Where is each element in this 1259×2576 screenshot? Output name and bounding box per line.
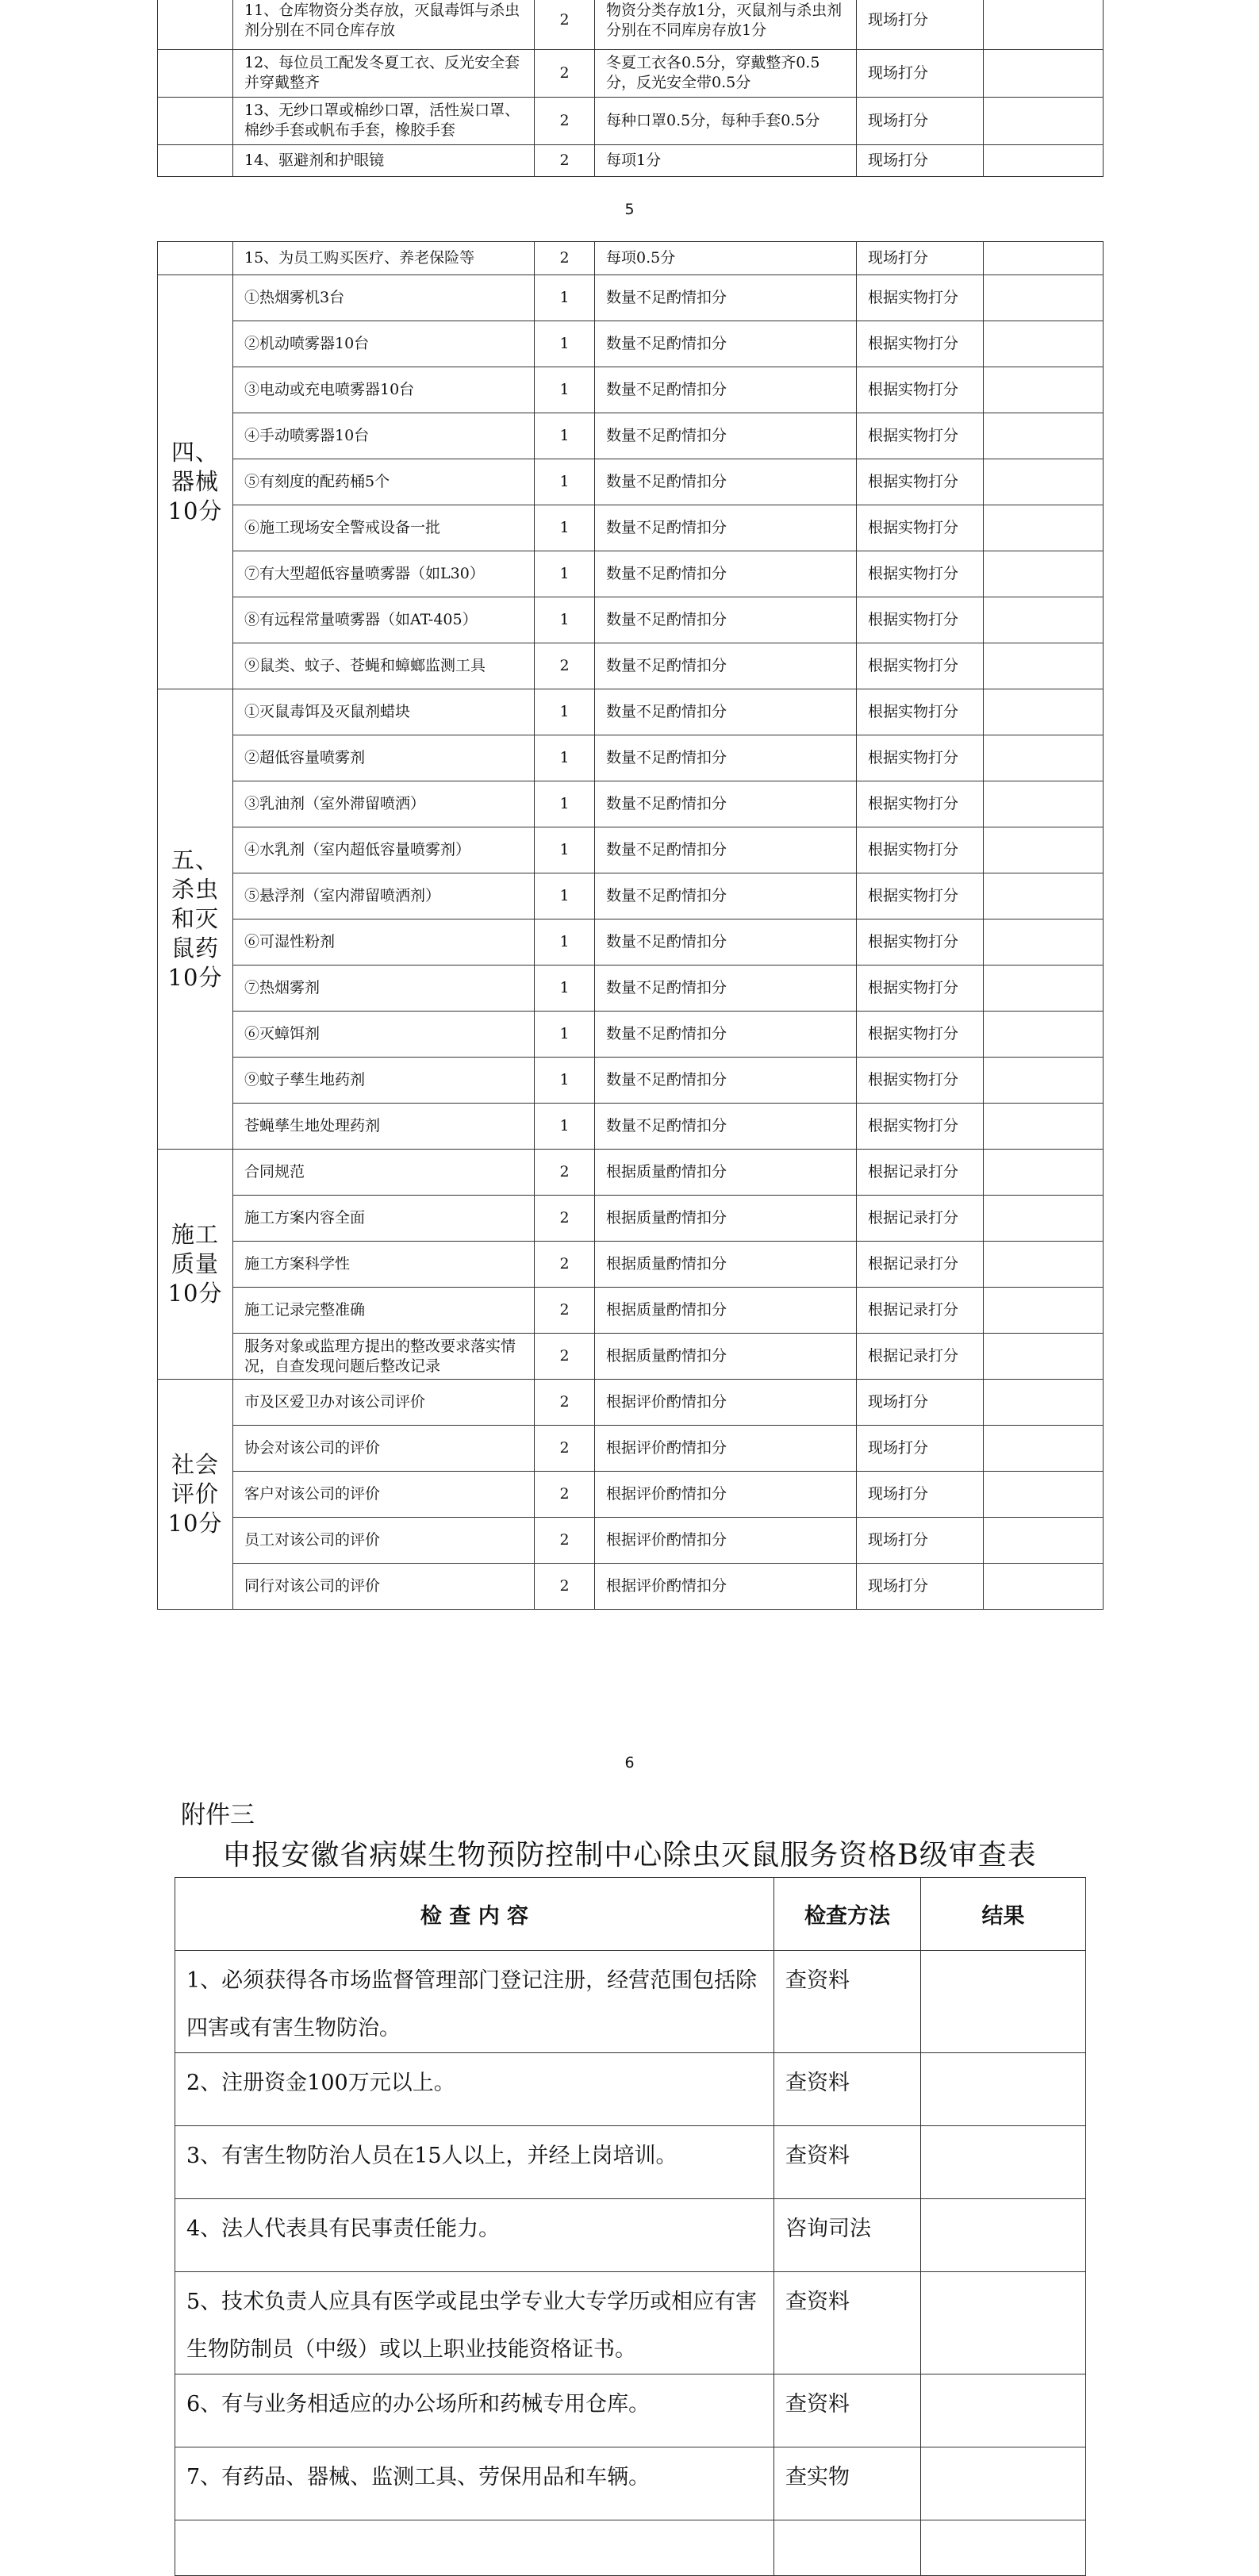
score-cell: [984, 242, 1104, 275]
table-row: [158, 1104, 1104, 1150]
criteria-cell: 数量不足酌情扣分: [595, 505, 857, 551]
item-cell: ①灭鼠毒饵及灭鼠剂蜡块: [233, 689, 535, 735]
points-cell: 1: [535, 966, 595, 1012]
category-cell: [158, 97, 233, 144]
content-cell: 1、必须获得各市场监督管理部门登记注册，经营范围包括除四害或有害生物防治。: [175, 1951, 774, 2053]
points-cell: 1: [535, 1058, 595, 1104]
method-cell: 根据实物打分: [857, 321, 984, 367]
item-cell: ⑨蚊子孳生地药剂: [233, 1058, 535, 1104]
item-cell: 市及区爱卫办对该公司评价: [233, 1380, 535, 1426]
table-row: [158, 1472, 1104, 1518]
item-cell: 13、无纱口罩或棉纱口罩，活性炭口罩、棉纱手套或帆布手套，橡胶手套: [233, 97, 535, 144]
points-cell: 1: [535, 597, 595, 643]
criteria-cell: 数量不足酌情扣分: [595, 459, 857, 505]
header-method: 检查方法: [774, 1878, 921, 1951]
table-row: [175, 2199, 1086, 2272]
form-title: 申报安徽省病媒生物预防控制中心除虫灭鼠服务资格B级审查表: [222, 1839, 1037, 1872]
score-cell: [984, 689, 1104, 735]
score-cell: [984, 919, 1104, 966]
table-row: [158, 242, 1104, 275]
method-cell: 现场打分: [857, 144, 984, 176]
points-cell: 2: [535, 1472, 595, 1518]
item-cell: ⑤有刻度的配药桶5个: [233, 459, 535, 505]
score-cell: [984, 459, 1104, 505]
score-cell: [984, 966, 1104, 1012]
criteria-cell: 数量不足酌情扣分: [595, 1058, 857, 1104]
result-cell: [921, 2126, 1086, 2199]
score-cell: [984, 1104, 1104, 1150]
table-row: [158, 459, 1104, 505]
score-cell: [984, 275, 1104, 321]
criteria-cell: 根据评价酌情扣分: [595, 1380, 857, 1426]
score-cell: [984, 1518, 1104, 1564]
points-cell: 1: [535, 321, 595, 367]
criteria-cell: 数量不足酌情扣分: [595, 597, 857, 643]
table-row: [175, 1951, 1086, 2053]
method-cell: 根据实物打分: [857, 1012, 984, 1058]
points-cell: 2: [535, 1334, 595, 1380]
content-cell: [175, 2520, 774, 2576]
table-row: [158, 321, 1104, 367]
item-cell: 合同规范: [233, 1150, 535, 1196]
points-cell: 1: [535, 1012, 595, 1058]
category-cell: [158, 1150, 233, 1380]
table-row: [158, 97, 1104, 144]
table-row: [175, 2520, 1086, 2576]
table-row: [175, 2447, 1086, 2520]
page-number: 5: [624, 201, 635, 218]
criteria-cell: 根据质量酌情扣分: [595, 1334, 857, 1380]
category-label: 10分: [167, 964, 223, 991]
method-cell: 根据实物打分: [857, 275, 984, 321]
item-cell: ⑥施工现场安全警戒设备一批: [233, 505, 535, 551]
content-cell: 7、有药品、器械、监测工具、劳保用品和车辆。: [175, 2447, 774, 2520]
item-cell: 协会对该公司的评价: [233, 1426, 535, 1472]
method-cell: 根据实物打分: [857, 459, 984, 505]
item-cell: 施工方案科学性: [233, 1242, 535, 1288]
method-cell: 查资料: [774, 2374, 921, 2447]
points-cell: 1: [535, 689, 595, 735]
item-cell: ⑨鼠类、蚊子、苍蝇和蟑螂监测工具: [233, 643, 535, 689]
table-row: [158, 1564, 1104, 1610]
category-label: 社会: [171, 1451, 219, 1478]
content-cell: 5、技术负责人应具有医学或昆虫学专业大专学历或相应有害生物防制员（中级）或以上职业技能资格证书。: [175, 2272, 774, 2374]
method-cell: 现场打分: [857, 1472, 984, 1518]
score-cell: [984, 1472, 1104, 1518]
category-label: 杀虫: [171, 876, 219, 903]
criteria-cell: 数量不足酌情扣分: [595, 1104, 857, 1150]
method-cell: [774, 2520, 921, 2576]
item-cell: ⑥灭蟑饵剂: [233, 1012, 535, 1058]
score-cell: [984, 1426, 1104, 1472]
points-cell: 1: [535, 919, 595, 966]
category-cell: [158, 0, 233, 49]
table-row: [175, 2126, 1086, 2199]
method-cell: 根据实物打分: [857, 1104, 984, 1150]
method-cell: 根据实物打分: [857, 919, 984, 966]
points-cell: 2: [535, 1242, 595, 1288]
category-label: 质量: [171, 1250, 219, 1277]
score-cell: [984, 1242, 1104, 1288]
item-cell: ③电动或充电喷雾器10台: [233, 367, 535, 413]
criteria-cell: 根据评价酌情扣分: [595, 1518, 857, 1564]
method-cell: 现场打分: [857, 242, 984, 275]
points-cell: 2: [535, 242, 595, 275]
criteria-cell: 数量不足酌情扣分: [595, 643, 857, 689]
criteria-cell: 根据质量酌情扣分: [595, 1196, 857, 1242]
criteria-cell: 每项1分: [595, 144, 857, 176]
method-cell: 根据实物打分: [857, 367, 984, 413]
table-row: [158, 919, 1104, 966]
method-cell: 根据实物打分: [857, 597, 984, 643]
table-row: [158, 1196, 1104, 1242]
points-cell: 2: [535, 1518, 595, 1564]
item-cell: ③乳油剂（室外滞留喷洒）: [233, 781, 535, 827]
item-cell: 客户对该公司的评价: [233, 1472, 535, 1518]
category-label: 和灭: [171, 905, 219, 932]
item-cell: ⑦有大型超低容量喷雾器（如L30）: [233, 551, 535, 597]
score-cell: [984, 597, 1104, 643]
table-row: [158, 873, 1104, 919]
review-table: [175, 1877, 1086, 2576]
item-cell: ①热烟雾机3台: [233, 275, 535, 321]
table-row: [175, 2272, 1086, 2374]
method-cell: 根据实物打分: [857, 781, 984, 827]
category-cell: [158, 1380, 233, 1610]
item-cell: 施工方案内容全面: [233, 1196, 535, 1242]
table-row: [158, 827, 1104, 873]
category-label: 10分: [167, 1510, 223, 1537]
table-row: [158, 689, 1104, 735]
points-cell: 1: [535, 873, 595, 919]
criteria-cell: 冬夏工衣各0.5分，穿戴整齐0.5分，反光安全带0.5分: [595, 49, 857, 97]
points-cell: 2: [535, 1380, 595, 1426]
points-cell: 2: [535, 97, 595, 144]
criteria-cell: 数量不足酌情扣分: [595, 966, 857, 1012]
content-cell: 4、法人代表具有民事责任能力。: [175, 2199, 774, 2272]
method-cell: 根据实物打分: [857, 643, 984, 689]
points-cell: 2: [535, 643, 595, 689]
points-cell: 2: [535, 1196, 595, 1242]
criteria-cell: 数量不足酌情扣分: [595, 735, 857, 781]
item-cell: ⑥可湿性粉剂: [233, 919, 535, 966]
criteria-cell: 数量不足酌情扣分: [595, 689, 857, 735]
category-cell: [158, 242, 233, 275]
method-cell: 查资料: [774, 1951, 921, 2053]
method-cell: 根据实物打分: [857, 966, 984, 1012]
table-row: [158, 275, 1104, 321]
score-cell: [984, 1058, 1104, 1104]
table-row: [158, 49, 1104, 97]
table-row: [158, 1058, 1104, 1104]
annex-label: 附件三: [181, 1801, 255, 1829]
points-cell: 2: [535, 1564, 595, 1610]
method-cell: 查资料: [774, 2053, 921, 2126]
table-row: [175, 2053, 1086, 2126]
score-cell: [984, 643, 1104, 689]
result-cell: [921, 2447, 1086, 2520]
page-number: 6: [624, 1754, 635, 1772]
criteria-cell: 数量不足酌情扣分: [595, 275, 857, 321]
criteria-cell: 根据质量酌情扣分: [595, 1150, 857, 1196]
method-cell: 查资料: [774, 2126, 921, 2199]
item-cell: ⑧有远程常量喷雾器（如AT-405）: [233, 597, 535, 643]
header-result: 结果: [921, 1878, 1086, 1951]
points-cell: 1: [535, 827, 595, 873]
score-cell: [984, 321, 1104, 367]
score-cell: [984, 873, 1104, 919]
content-cell: 6、有与业务相适应的办公场所和药械专用仓库。: [175, 2374, 774, 2447]
result-cell: [921, 1951, 1086, 2053]
method-cell: 根据记录打分: [857, 1242, 984, 1288]
result-cell: [921, 2374, 1086, 2447]
item-cell: 施工记录完整准确: [233, 1288, 535, 1334]
item-cell: 11、仓库物资分类存放，灭鼠毒饵与杀虫剂分别在不同仓库存放: [233, 0, 535, 49]
table-row: [158, 781, 1104, 827]
score-cell: [984, 0, 1104, 49]
category-cell: [158, 144, 233, 176]
criteria-cell: 每种口罩0.5分，每种手套0.5分: [595, 97, 857, 144]
criteria-cell: 物资分类存放1分，灭鼠剂与杀虫剂分别在不同库房存放1分: [595, 0, 857, 49]
table-row: [158, 735, 1104, 781]
item-cell: 15、为员工购买医疗、养老保险等: [233, 242, 535, 275]
score-cell: [984, 1564, 1104, 1610]
score-cell: [984, 144, 1104, 176]
table-row: [158, 1288, 1104, 1334]
category-cell: [158, 275, 233, 689]
table-row: [158, 1426, 1104, 1472]
criteria-cell: 数量不足酌情扣分: [595, 413, 857, 459]
method-cell: 现场打分: [857, 1564, 984, 1610]
method-cell: 根据实物打分: [857, 735, 984, 781]
scoring-table-page5: [157, 0, 1104, 177]
category-label: 10分: [167, 1280, 223, 1307]
points-cell: 1: [535, 367, 595, 413]
table-row: [158, 1334, 1104, 1380]
table-row: [158, 1518, 1104, 1564]
method-cell: 现场打分: [857, 0, 984, 49]
criteria-cell: 数量不足酌情扣分: [595, 781, 857, 827]
category-label: 10分: [167, 497, 223, 524]
item-cell: ④手动喷雾器10台: [233, 413, 535, 459]
criteria-cell: 数量不足酌情扣分: [595, 919, 857, 966]
method-cell: 根据实物打分: [857, 827, 984, 873]
item-cell: ⑤悬浮剂（室内滞留喷洒剂）: [233, 873, 535, 919]
category-label: 施工: [171, 1221, 219, 1248]
points-cell: 2: [535, 1150, 595, 1196]
item-cell: ⑦热烟雾剂: [233, 966, 535, 1012]
criteria-cell: 数量不足酌情扣分: [595, 551, 857, 597]
method-cell: 根据实物打分: [857, 873, 984, 919]
criteria-cell: 根据质量酌情扣分: [595, 1242, 857, 1288]
item-cell: 12、每位员工配发冬夏工衣、反光安全套并穿戴整齐: [233, 49, 535, 97]
points-cell: 2: [535, 1288, 595, 1334]
score-cell: [984, 49, 1104, 97]
criteria-cell: 数量不足酌情扣分: [595, 321, 857, 367]
points-cell: 1: [535, 413, 595, 459]
method-cell: 根据实物打分: [857, 689, 984, 735]
method-cell: 根据记录打分: [857, 1196, 984, 1242]
method-cell: 根据实物打分: [857, 413, 984, 459]
criteria-cell: 根据质量酌情扣分: [595, 1288, 857, 1334]
points-cell: 2: [535, 1426, 595, 1472]
score-cell: [984, 505, 1104, 551]
method-cell: 根据实物打分: [857, 551, 984, 597]
result-cell: [921, 2053, 1086, 2126]
table-row: [158, 1012, 1104, 1058]
method-cell: 现场打分: [857, 49, 984, 97]
table-row: [175, 2374, 1086, 2447]
table-row: [158, 413, 1104, 459]
criteria-cell: 根据评价酌情扣分: [595, 1426, 857, 1472]
result-cell: [921, 2199, 1086, 2272]
category-label: 鼠药: [171, 935, 219, 962]
score-cell: [984, 1196, 1104, 1242]
method-cell: 根据记录打分: [857, 1150, 984, 1196]
result-cell: [921, 2272, 1086, 2374]
method-cell: 现场打分: [857, 1518, 984, 1564]
item-cell: ②机动喷雾器10台: [233, 321, 535, 367]
header-content: 检 查 内 容: [175, 1878, 774, 1951]
item-cell: 服务对象或监理方提出的整改要求落实情况，自查发现问题后整改记录: [233, 1334, 535, 1380]
score-cell: [984, 735, 1104, 781]
criteria-cell: 数量不足酌情扣分: [595, 1012, 857, 1058]
score-cell: [984, 1150, 1104, 1196]
content-cell: 2、注册资金100万元以上。: [175, 2053, 774, 2126]
scoring-table-page6: [157, 241, 1104, 1610]
category-label: 四、: [171, 439, 219, 466]
method-cell: 现场打分: [857, 97, 984, 144]
criteria-cell: 每项0.5分: [595, 242, 857, 275]
points-cell: 2: [535, 0, 595, 49]
table-row: [158, 367, 1104, 413]
category-label: 评价: [171, 1480, 219, 1507]
criteria-cell: 数量不足酌情扣分: [595, 367, 857, 413]
points-cell: 1: [535, 505, 595, 551]
method-cell: 根据记录打分: [857, 1288, 984, 1334]
table-row: [158, 597, 1104, 643]
result-cell: [921, 2520, 1086, 2576]
table-row: [158, 0, 1104, 49]
category-cell: [158, 689, 233, 1150]
score-cell: [984, 1334, 1104, 1380]
points-cell: 1: [535, 275, 595, 321]
item-cell: 员工对该公司的评价: [233, 1518, 535, 1564]
method-cell: 根据记录打分: [857, 1334, 984, 1380]
item-cell: 苍蝇孳生地处理药剂: [233, 1104, 535, 1150]
category-cell: [158, 49, 233, 97]
table-row: [158, 551, 1104, 597]
item-cell: 14、驱避剂和护眼镜: [233, 144, 535, 176]
category-label: 五、: [171, 847, 219, 873]
method-cell: 咨询司法: [774, 2199, 921, 2272]
table-row: [158, 1242, 1104, 1288]
method-cell: 现场打分: [857, 1426, 984, 1472]
method-cell: 根据实物打分: [857, 505, 984, 551]
score-cell: [984, 1288, 1104, 1334]
method-cell: 根据实物打分: [857, 1058, 984, 1104]
item-cell: ②超低容量喷雾剂: [233, 735, 535, 781]
table-row: [158, 144, 1104, 176]
score-cell: [984, 413, 1104, 459]
criteria-cell: 根据评价酌情扣分: [595, 1472, 857, 1518]
score-cell: [984, 367, 1104, 413]
points-cell: 1: [535, 1104, 595, 1150]
table-row: [158, 1150, 1104, 1196]
score-cell: [984, 781, 1104, 827]
points-cell: 2: [535, 144, 595, 176]
method-cell: 查资料: [774, 2272, 921, 2374]
item-cell: ④水乳剂（室内超低容量喷雾剂）: [233, 827, 535, 873]
score-cell: [984, 1380, 1104, 1426]
score-cell: [984, 97, 1104, 144]
table-row: [158, 505, 1104, 551]
category-label: 器械: [171, 468, 219, 495]
points-cell: 1: [535, 781, 595, 827]
points-cell: 2: [535, 49, 595, 97]
criteria-cell: 根据评价酌情扣分: [595, 1564, 857, 1610]
table-row: [158, 643, 1104, 689]
score-cell: [984, 827, 1104, 873]
content-cell: 3、有害生物防治人员在15人以上，并经上岗培训。: [175, 2126, 774, 2199]
score-cell: [984, 1012, 1104, 1058]
table-row: [158, 966, 1104, 1012]
method-cell: 查实物: [774, 2447, 921, 2520]
review-header-row: [175, 1878, 1086, 1951]
method-cell: 现场打分: [857, 1380, 984, 1426]
item-cell: 同行对该公司的评价: [233, 1564, 535, 1610]
points-cell: 1: [535, 551, 595, 597]
criteria-cell: 数量不足酌情扣分: [595, 827, 857, 873]
table-row: [158, 1380, 1104, 1426]
points-cell: 1: [535, 459, 595, 505]
criteria-cell: 数量不足酌情扣分: [595, 873, 857, 919]
score-cell: [984, 551, 1104, 597]
points-cell: 1: [535, 735, 595, 781]
